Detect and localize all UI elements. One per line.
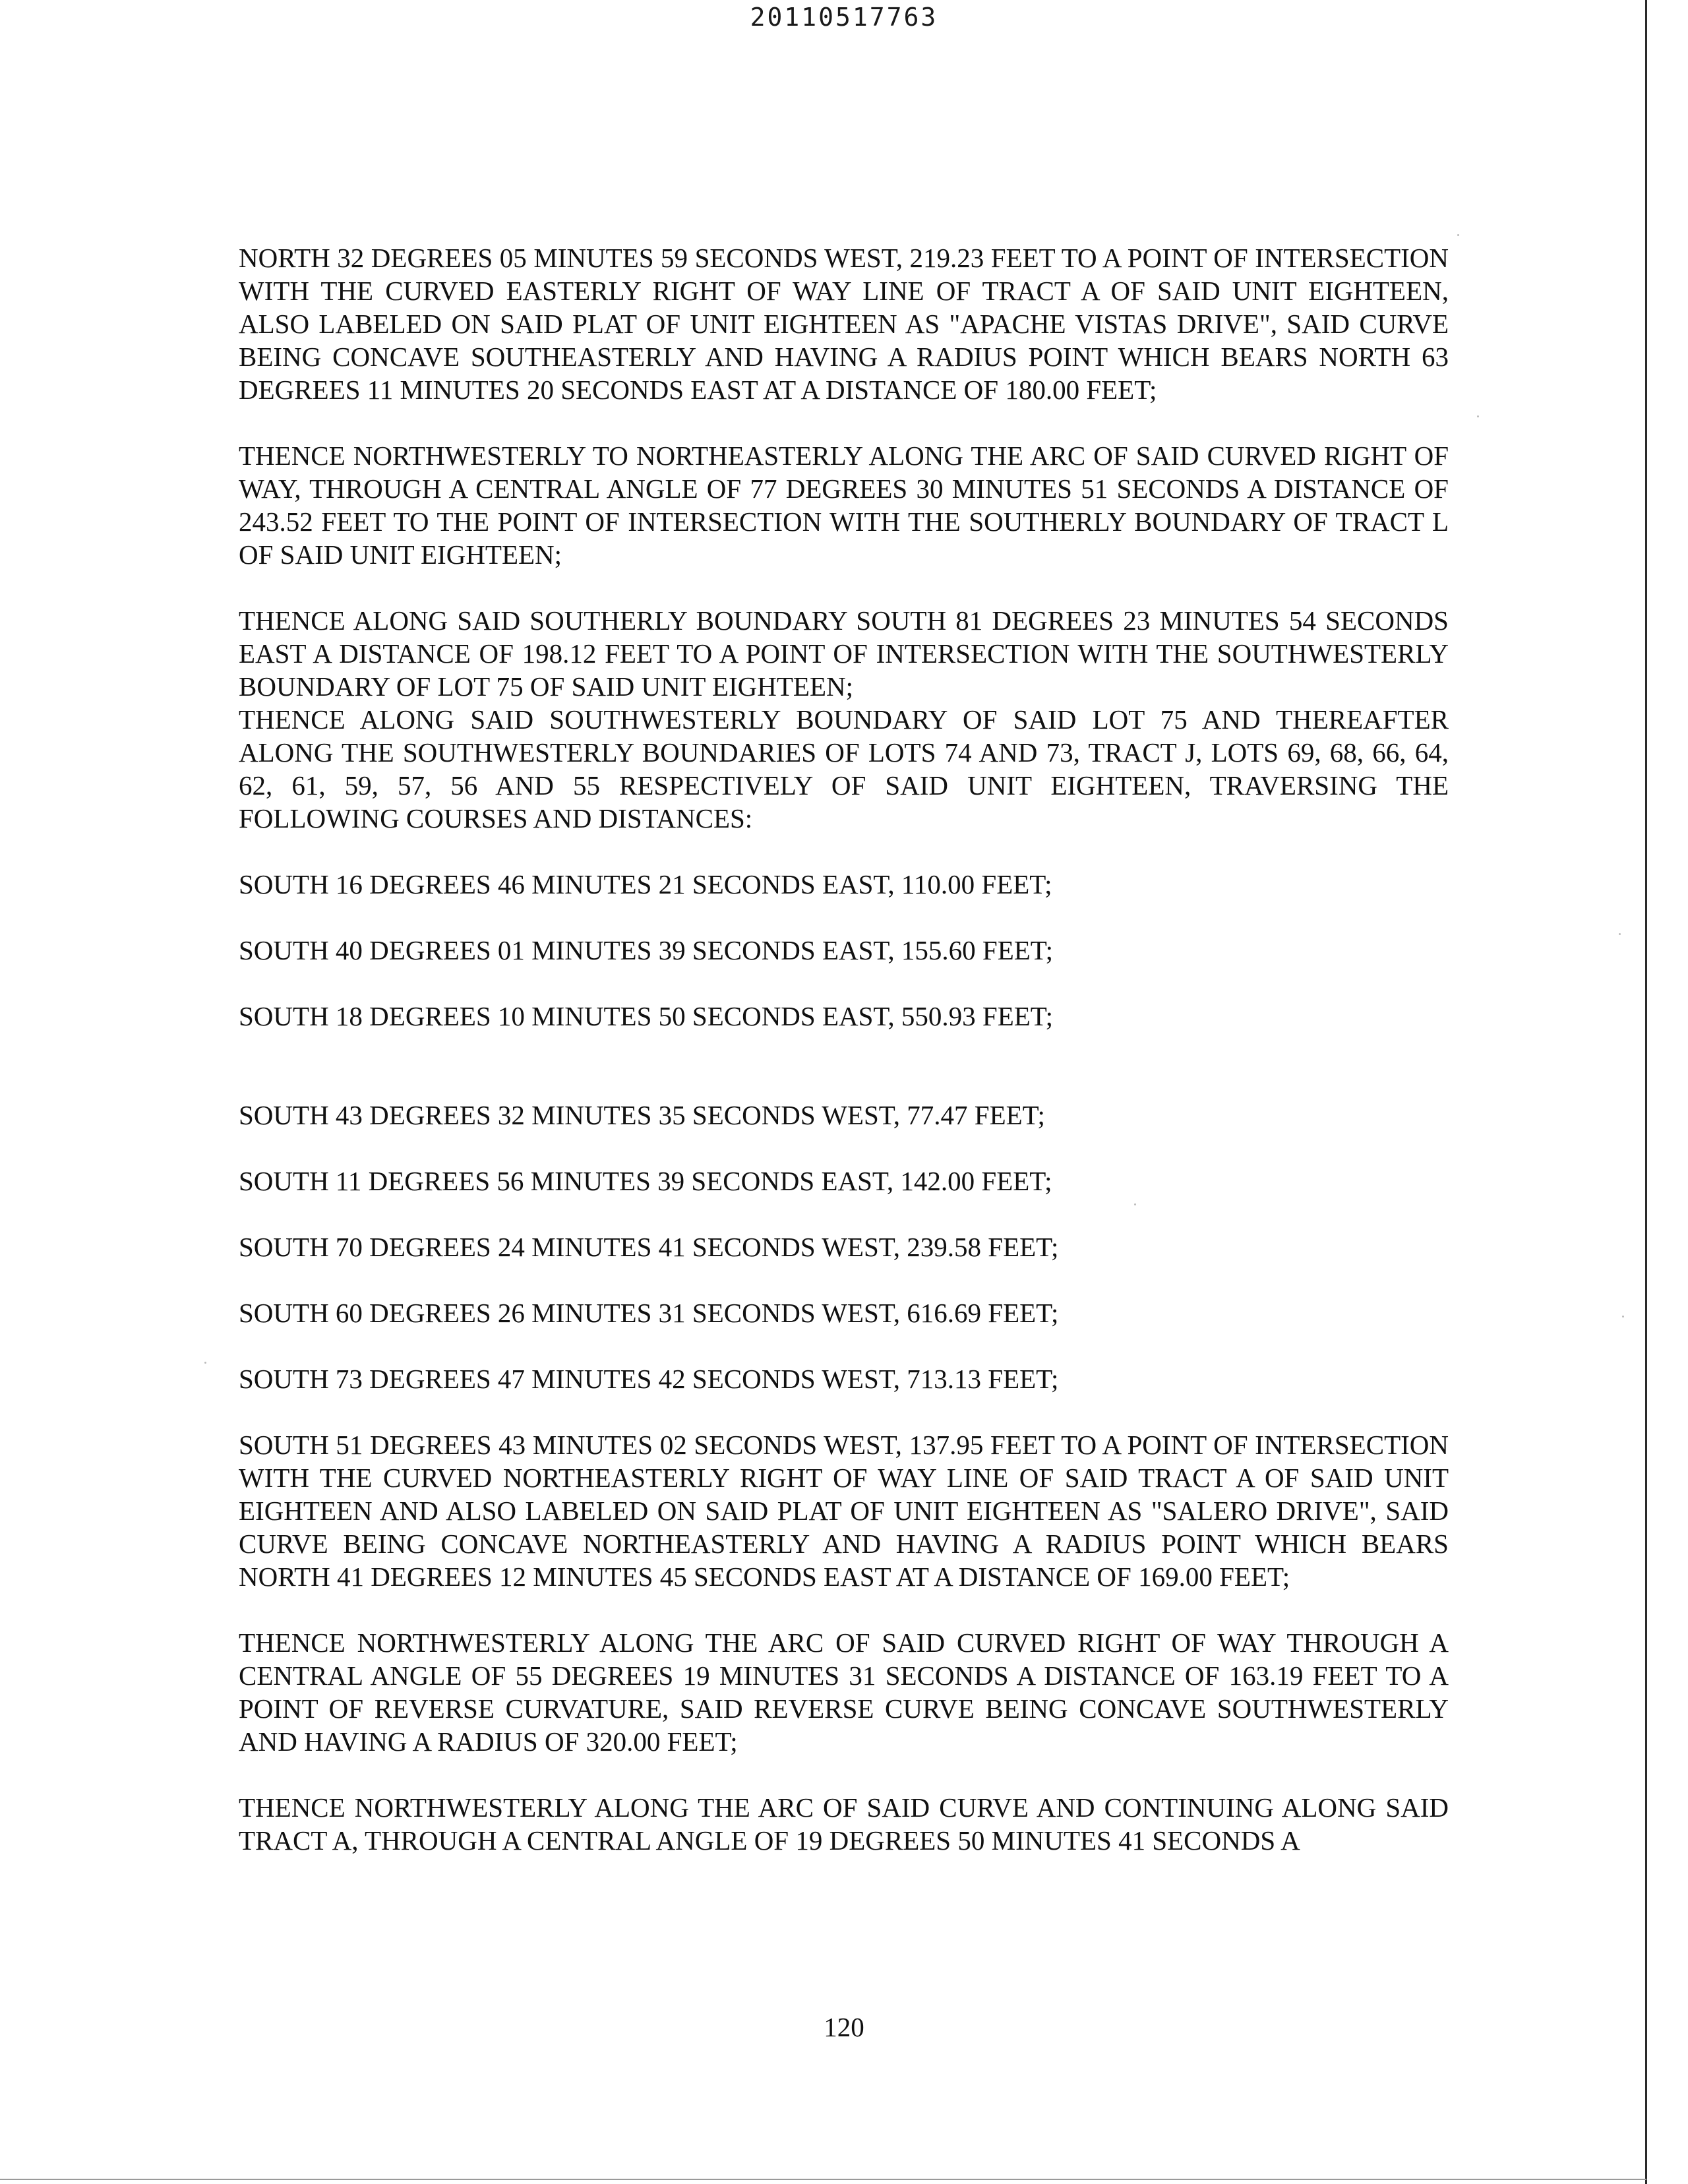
scan-speck (1457, 234, 1459, 236)
paragraph-south-51: SOUTH 51 DEGREES 43 MINUTES 02 SECONDS WEST, 137.95 FEET TO A POINT OF INTERSECTION WITH THE CURVED NORTHEASTERLY RIGHT OF WAY LINE OF SAID TRACT A OF SAID UNIT EIGHTEEN AND ALSO LABELED ON SAID PLAT OF UNIT EIGHTEEN AS "SALERO DRIVE", SAID CURVE BEING CONCAVE NORTHEASTERLY AND HAVING A RADIUS POINT WHICH BEARS NORTH 41 DEGREES 12 MINUTES 45 SECONDS EAST AT A DISTANCE OF 169.00 FEET; (239, 1430, 1449, 1592)
course-item: SOUTH 16 DEGREES 46 MINUTES 21 SECONDS EAST, 110.00 FEET; (239, 869, 1052, 899)
scan-speck (204, 1362, 206, 1364)
paragraph-thence-southwesterly-boundary: THENCE ALONG SAID SOUTHWESTERLY BOUNDARY OF SAID LOT 75 AND THEREAFTER ALONG THE SOUTHWESTERLY BOUNDARIES OF LOTS 74 AND 73, TRACT J, LOTS 69, 68, 66, 64, 62, 61, 59, 57, 56 AND 55 RESPECTIVELY OF SAID UNIT EIGHTEEN, TRAVERSING THE FOLLOWING COURSES AND DISTANCES: (239, 704, 1449, 834)
scan-speck (1619, 933, 1621, 935)
scan-speck (1134, 1203, 1136, 1205)
course-item: SOUTH 70 DEGREES 24 MINUTES 41 SECONDS WEST, 239.58 FEET; (239, 1232, 1059, 1262)
page-number: 120 (824, 2012, 864, 2042)
legal-description-body (239, 241, 1449, 1890)
scan-right-edge (1645, 0, 1647, 2184)
course-item: SOUTH 18 DEGREES 10 MINUTES 50 SECONDS EAST, 550.93 FEET; (239, 1001, 1053, 1031)
course-item: SOUTH 11 DEGREES 56 MINUTES 39 SECONDS EAST, 142.00 FEET; (239, 1166, 1052, 1196)
scan-speck (1477, 415, 1479, 417)
paragraph-thence-northwesterly-northeasterly: THENCE NORTHWESTERLY TO NORTHEASTERLY ALONG THE ARC OF SAID CURVED RIGHT OF WAY, THROUGH A CENTRAL ANGLE OF 77 DEGREES 30 MINUTES 51 SECONDS A DISTANCE OF 243.52 FEET TO THE POINT OF INTERSECTION WITH THE SOUTHERLY BOUNDARY OF TRACT L OF SAID UNIT EIGHTEEN; (239, 440, 1449, 570)
courses-list (239, 868, 1449, 1395)
paragraph-thence-arc-reverse-curvature: THENCE NORTHWESTERLY ALONG THE ARC OF SAID CURVED RIGHT OF WAY THROUGH A CENTRAL ANGLE OF 55 DEGREES 19 MINUTES 31 SECONDS A DISTANCE OF 163.19 FEET TO A POINT OF REVERSE CURVATURE, SAID REVERSE CURVE BEING CONCAVE SOUTHWESTERLY AND HAVING A RADIUS OF 320.00 FEET; (239, 1627, 1449, 1757)
course-item: SOUTH 60 DEGREES 26 MINUTES 31 SECONDS WEST, 616.69 FEET; (239, 1298, 1059, 1328)
scan-bottom-edge (0, 2179, 1646, 2180)
course-item: SOUTH 73 DEGREES 47 MINUTES 42 SECONDS WEST, 713.13 FEET; (239, 1364, 1059, 1394)
paragraph-thence-arc-continuing: THENCE NORTHWESTERLY ALONG THE ARC OF SAID CURVE AND CONTINUING ALONG SAID TRACT A, THROUGH A CENTRAL ANGLE OF 19 DEGREES 50 MINUTES 41 SECONDS A (239, 1792, 1449, 1856)
paragraph-thence-southerly-boundary: THENCE ALONG SAID SOUTHERLY BOUNDARY SOUTH 81 DEGREES 23 MINUTES 54 SECONDS EAST A DISTANCE OF 198.12 FEET TO A POINT OF INTERSECTION WITH THE SOUTHWESTERLY BOUNDARY OF LOT 75 OF SAID UNIT EIGHTEEN; (239, 605, 1449, 702)
document-number: 20110517763 (750, 3, 938, 32)
paragraph-north-32: NORTH 32 DEGREES 05 MINUTES 59 SECONDS WEST, 219.23 FEET TO A POINT OF INTERSECTION WITH THE CURVED EASTERLY RIGHT OF WAY LINE OF TRACT A OF SAID UNIT EIGHTEEN, ALSO LABELED ON SAID PLAT OF UNIT EIGHTEEN AS "APACHE VISTAS DRIVE", SAID CURVE BEING CONCAVE SOUTHEASTERLY AND HAVING A RADIUS POINT WHICH BEARS NORTH 63 DEGREES 11 MINUTES 20 SECONDS EAST AT A DISTANCE OF 180.00 FEET; (239, 243, 1449, 405)
course-item: SOUTH 40 DEGREES 01 MINUTES 39 SECONDS EAST, 155.60 FEET; (239, 935, 1053, 965)
course-item: SOUTH 43 DEGREES 32 MINUTES 35 SECONDS WEST, 77.47 FEET; (239, 1100, 1045, 1130)
scan-speck (1622, 1316, 1624, 1318)
